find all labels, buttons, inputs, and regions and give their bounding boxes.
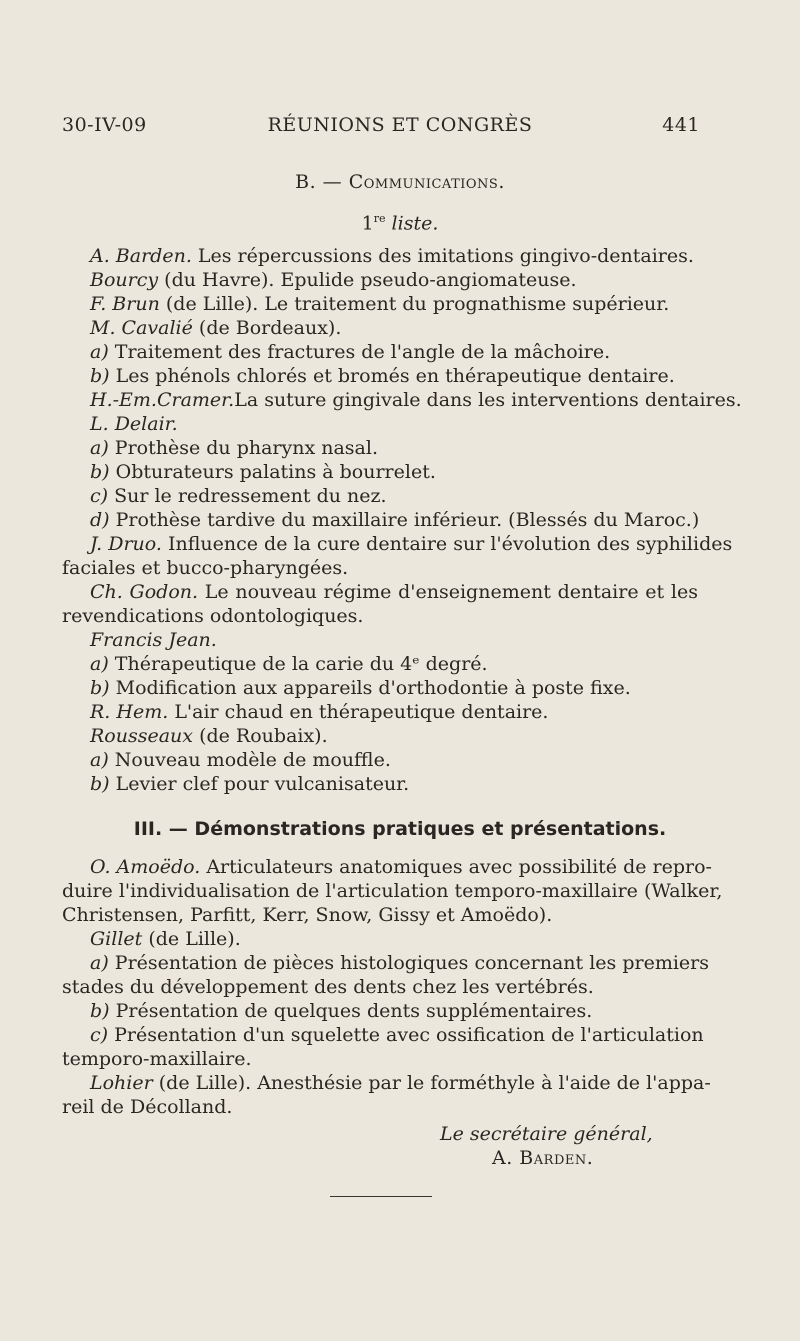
entry: Lohier (de Lille). Anesthésie par le forméthyle à l'aide de l'appa-	[90, 1072, 711, 1094]
entry: Gillet (de Lille).	[90, 928, 241, 950]
entry: R. Hem. L'air chaud en thérapeutique dentaire.	[90, 701, 549, 723]
entry: H.-Em.Cramer.La suture gingivale dans les interventions dentaires.	[90, 389, 742, 411]
page-number: 441	[662, 114, 700, 136]
entry-item: b) Levier clef pour vulcanisateur.	[90, 773, 410, 795]
entry-item: b) Présentation de quelques dents supplémentaires.	[90, 1000, 593, 1022]
section-title: B. — Communications.	[295, 171, 505, 193]
entry-continuation: revendications odontologiques.	[62, 605, 364, 627]
entry-item: a) Thérapeutique de la carie du 4ᵉ degré.	[90, 653, 488, 675]
header-date: 30-IV-09	[62, 114, 147, 136]
entry-item: b) Obturateurs palatins à bourrelet.	[90, 461, 436, 483]
entry-item: a) Nouveau modèle de mouffle.	[90, 749, 391, 771]
entry-item: a) Prothèse du pharynx nasal.	[90, 437, 378, 459]
entry: Rousseaux (de Roubaix).	[90, 725, 328, 747]
signature-title: Le secrétaire général,	[440, 1123, 653, 1145]
entry-continuation: Christensen, Parfitt, Kerr, Snow, Gissy et Amoëdo).	[62, 904, 553, 926]
entry-continuation: stades du développement des dents chez les vertébrés.	[62, 976, 594, 998]
closing-rule	[330, 1196, 432, 1197]
section-3-title: III. — Démonstrations pratiques et présentations.	[133, 818, 667, 840]
entry-item: d) Prothèse tardive du maxillaire inférieur. (Blessés du Maroc.)	[90, 509, 700, 531]
list-title: 1re liste.	[361, 212, 439, 235]
entry: Ch. Godon. Le nouveau régime d'enseignement dentaire et les	[90, 581, 698, 603]
entry-continuation: reil de Décolland.	[62, 1096, 233, 1118]
header-title: RÉUNIONS ET CONGRÈS	[267, 114, 533, 136]
entry-item: c) Sur le redressement du nez.	[90, 485, 387, 507]
entry: J. Druo. Influence de la cure dentaire sur l'évolution des syphilides	[90, 533, 733, 555]
entry: O. Amoëdo. Articulateurs anatomiques avec possibilité de repro-	[90, 856, 712, 878]
entry: Francis Jean.	[90, 629, 217, 651]
entry-continuation: faciales et bucco-pharyngées.	[62, 557, 349, 579]
entry: A. Barden. Les répercussions des imitations gingivo-dentaires.	[90, 245, 694, 267]
entry-item: a) Traitement des fractures de l'angle de la mâchoire.	[90, 341, 611, 363]
entry: L. Delair.	[90, 413, 178, 435]
entry-item: c) Présentation d'un squelette avec ossification de l'articulation	[90, 1024, 704, 1046]
entry: F. Brun (de Lille). Le traitement du prognathisme supérieur.	[90, 293, 670, 315]
entry: M. Cavalié (de Bordeaux).	[90, 317, 342, 339]
signature-name: A. Barden.	[492, 1147, 594, 1169]
entry-item: b) Modification aux appareils d'orthodontie à poste fixe.	[90, 677, 631, 699]
entry-item: b) Les phénols chlorés et bromés en thérapeutique dentaire.	[90, 365, 675, 387]
entry-item: a) Présentation de pièces histologiques concernant les premiers	[90, 952, 709, 974]
entry: Bourcy (du Havre). Epulide pseudo-angiomateuse.	[90, 269, 577, 291]
entry-continuation: temporo-maxillaire.	[62, 1048, 252, 1070]
entry-continuation: duire l'individualisation de l'articulation temporo-maxillaire (Walker,	[62, 880, 723, 902]
